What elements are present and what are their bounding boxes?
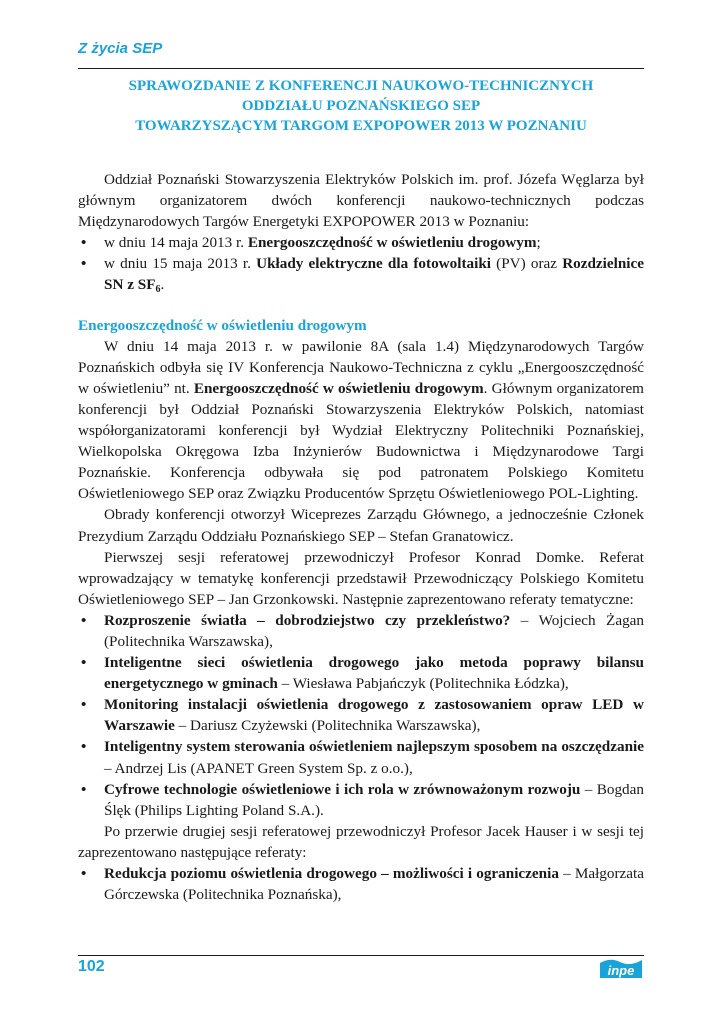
item-text: (PV) oraz — [491, 255, 563, 273]
section-heading: Energooszczędność w oświetleniu drogowym — [78, 316, 367, 334]
paper-title: Inteligentny system sterowania oświetleniem najlepszym sposobem na oszczędzanie — [104, 738, 644, 756]
top-rule — [78, 68, 644, 69]
item-title: Układy elektryczne dla fotowoltaiki — [256, 255, 491, 273]
item-title-text: Rozdzielnice SN z SF — [104, 255, 645, 294]
paper-item — [78, 736, 644, 778]
list-item — [78, 232, 644, 253]
page-number: 102 — [78, 958, 105, 975]
paper-author: – Bogdan Ślęk (Philips Lighting Poland S.A.). — [104, 780, 644, 819]
paper-author: – Dariusz Czyżewski (Politechnika Warszawska), — [174, 717, 481, 735]
article-body — [78, 169, 644, 905]
logo-text: inpe — [607, 963, 635, 978]
item-date: w dniu 15 maja 2013 r. — [104, 255, 257, 273]
paper-item — [78, 694, 644, 736]
subscript: 6 — [155, 284, 161, 296]
paper-item — [78, 779, 644, 821]
paper-item — [78, 610, 644, 652]
title-line: TOWARZYSZĄCYM TARGOM EXPOPOWER 2013 W POZNANIU — [135, 118, 587, 134]
paper-title: Cyfrowe technologie oświetleniowe i ich rola w zrównoważonym rozwoju — [104, 780, 581, 798]
item-date: w dniu 14 maja 2013 r. — [104, 234, 248, 252]
item-title: Energooszczędność w oświetleniu drogowym — [247, 234, 537, 252]
conference-title: Energooszczędność w oświetleniu drogowym — [193, 379, 484, 397]
paper-title: Rozproszenie światła – dobrodziejstwo czy przekleństwo? — [104, 611, 511, 629]
paper-author: – Wojciech Żagan (Politechnika Warszawska), — [104, 611, 644, 650]
title-line: SPRAWOZDANIE Z KONFERENCJI NAUKOWO-TECHNICZNYCH — [128, 78, 594, 94]
paper-author: – Małgorzata Górczewska (Politechnika Poznańska), — [104, 865, 644, 904]
paragraph: Pierwszej sesji referatowej przewodniczył Profesor Konrad Domke. Referat wprowadzający w tematykę konferencji przedstawił Przewodniczący Polskiego Komitetu Oświetleniowego SEP – Jan Grzonkowski. Następnie zaprezentowano referaty tematyczne: — [78, 548, 644, 608]
paragraph-text: W dniu 14 maja 2013 r. w pawilonie 8A (sala 1.4) Międzynarodowych Targów Poznańskich odbyła się IV Konferencja Naukowo-Techniczna z cyklu „Energooszczędność w oświetleniu” nt. — [78, 337, 644, 397]
paper-item — [78, 652, 644, 694]
article-title — [78, 76, 644, 136]
paper-author: – Andrzej Lis (APANET Green System Sp. z o.o.), — [104, 759, 413, 777]
item-suffix: ; — [536, 234, 541, 252]
paragraph: Po przerwie drugiej sesji referatowej przewodniczył Profesor Jacek Hauser i w sesji tej zaprezentowano następujące referaty: — [78, 822, 644, 861]
list-item — [78, 253, 644, 300]
item-suffix: . — [160, 276, 165, 294]
intro-conference-list — [78, 232, 644, 300]
inpe-logo — [598, 957, 644, 979]
session1-papers — [78, 610, 644, 821]
bottom-rule — [78, 955, 644, 956]
paper-item — [78, 863, 644, 905]
title-line: ODDZIAŁU POZNAŃSKIEGO SEP — [241, 98, 481, 114]
paragraph: Obrady konferencji otworzył Wiceprezes Zarządu Głównego, a jednocześnie Członek Prezydium Zarządu Oddziału Poznańskiego SEP – Stefan Granatowicz. — [78, 506, 644, 545]
paper-title: Inteligentne sieci oświetlenia drogowego jako metoda poprawy bilansu energetycznego w gminach — [104, 654, 644, 693]
paper-author: – Wiesława Pabjańczyk (Politechnika Łódzka), — [277, 675, 569, 693]
paragraph-text: . Głównym organizatorem konferencji był Oddział Poznański Stowarzyszenia Elektryków Polskich, natomiast współorganizatorami konferencji był Wydział Elektryczny Politechniki Poznańskiej, Wielkopolska Okręgowa Izba Inżynierów Budownictwa i Międzynarodowe Targi Poznańskie. Konferencja odbywała się pod patronatem Polskiego Komitetu Oświetleniowego SEP oraz Związku Producentów Sprzętu Oświetleniowego POL-Lighting. — [78, 379, 644, 503]
paragraph — [78, 336, 644, 505]
paper-title: Monitoring instalacji oświetlenia drogowego z zastosowaniem opraw LED w Warszawie — [104, 696, 644, 735]
session2-papers — [78, 863, 644, 905]
section-label: Z życia SEP — [78, 40, 163, 57]
intro-paragraph: Oddział Poznański Stowarzyszenia Elektryków Polskich im. prof. Józefa Węglarza był głównym organizatorem dwóch konferencji naukowo-technicznych podczas Międzynarodowych Targów Energetyki EXPOPOWER 2013 w Poznaniu: — [78, 171, 644, 231]
paper-title: Redukcja poziomu oświetlenia drogowego – możliwości i ograniczenia — [104, 865, 559, 882]
